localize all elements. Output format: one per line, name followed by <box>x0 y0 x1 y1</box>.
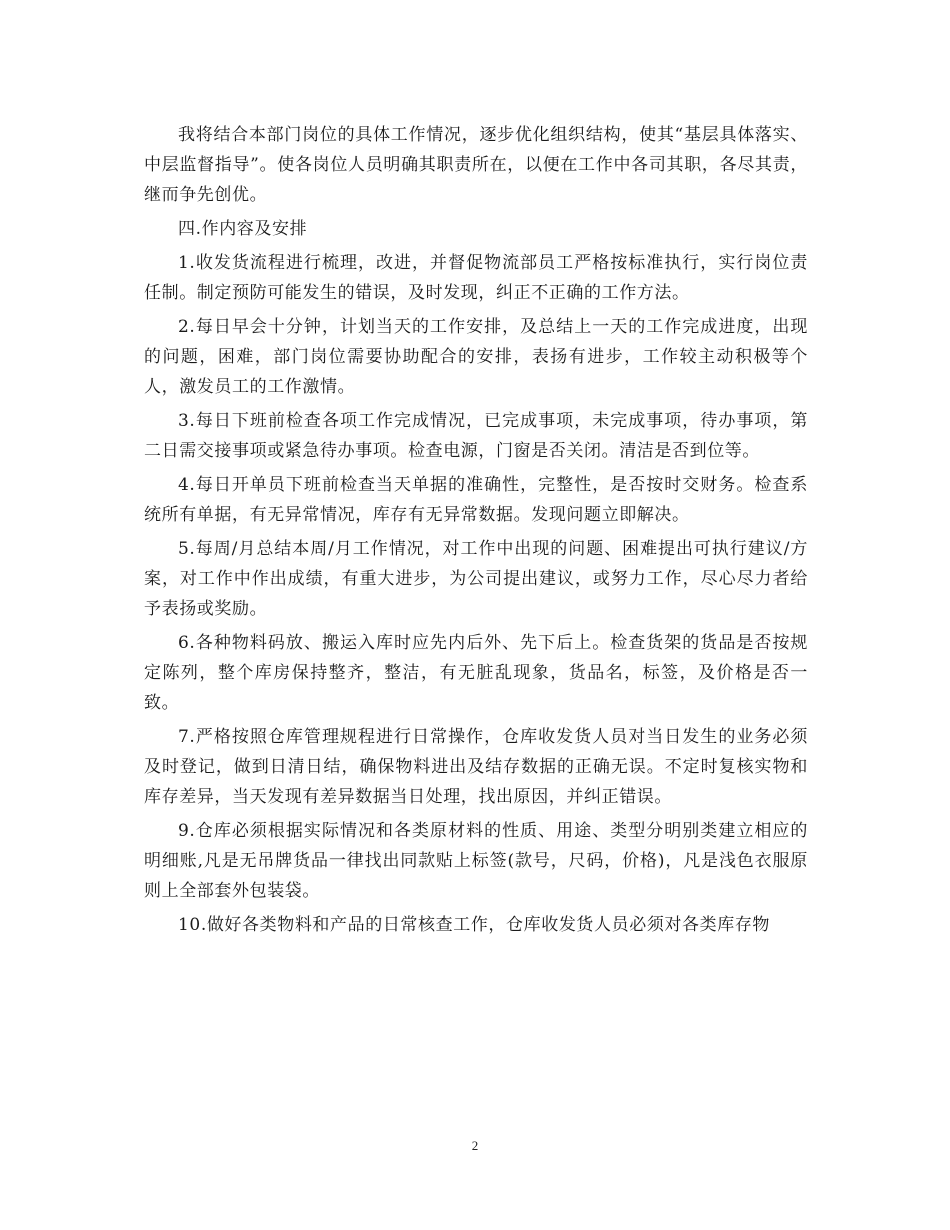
section-heading-work-content: 四.作内容及安排 <box>178 219 308 239</box>
list-item-2: 2.每日早会十分钟，计划当天的工作安排，及总结上一天的工作完成进度，出现的问题，困难，部门岗位需要协助配合的安排，表扬有进步，工作较主动积极等个人，激发员工的工作激情。 <box>144 317 808 397</box>
paragraph-intro: 我将结合本部门岗位的具体工作情况，逐步优化组织结构，使其“基层具体落实、中层监督指导”。使各岗位人员明确其职责所在，以便在工作中各司其职，各尽其责，继而争先创优。 <box>144 125 808 205</box>
list-item-9: 9.仓库必须根据实际情况和各类原材料的性质、用途、类型分明别类建立相应的明细账,凡是无吊牌货品一律找出同款贴上标签(款号，尺码，价格)，凡是浅色衣服原则上全部套外包装袋。 <box>144 821 808 901</box>
list-item-10: 10.做好各类物料和产品的日常核查工作，仓库收发货人员必须对各类库存物 <box>178 915 771 935</box>
list-item-5: 5.每周/月总结本周/月工作情况，对工作中出现的问题、困难提出可执行建议/方案，对工作中作出成绩，有重大进步，为公司提出建议，或努力工作，尽心尽力者给予表扬或奖励。 <box>144 539 808 619</box>
document-body <box>144 120 808 944</box>
list-item-3: 3.每日下班前检查各项工作完成情况，已完成事项，未完成事项，待办事项，第二日需交接事项或紧急待办事项。检查电源，门窗是否关闭。清洁是否到位等。 <box>144 411 808 461</box>
list-item-1: 1.收发货流程进行梳理，改进，并督促物流部员工严格按标准执行，实行岗位责任制。制定预防可能发生的错误，及时发现，纠正不正确的工作方法。 <box>144 253 808 303</box>
list-item-6: 6.各种物料码放、搬运入库时应先内后外、先下后上。检查货架的货品是否按规定陈列，整个库房保持整齐，整洁，有无脏乱现象，货品名，标签，及价格是否一致。 <box>144 633 808 713</box>
list-item-4: 4.每日开单员下班前检查当天单据的准确性，完整性，是否按时交财务。检查系统所有单据，有无异常情况，库存有无异常数据。发现问题立即解决。 <box>144 475 808 525</box>
page-number: 2 <box>471 1138 479 1153</box>
list-item-7: 7.严格按照仓库管理规程进行日常操作，仓库收发货人员对当日发生的业务必须及时登记，做到日清日结，确保物料进出及结存数据的正确无误。不定时复核实物和库存差异，当天发现有差异数据当日处理，找出原因，并纠正错误。 <box>144 727 808 807</box>
